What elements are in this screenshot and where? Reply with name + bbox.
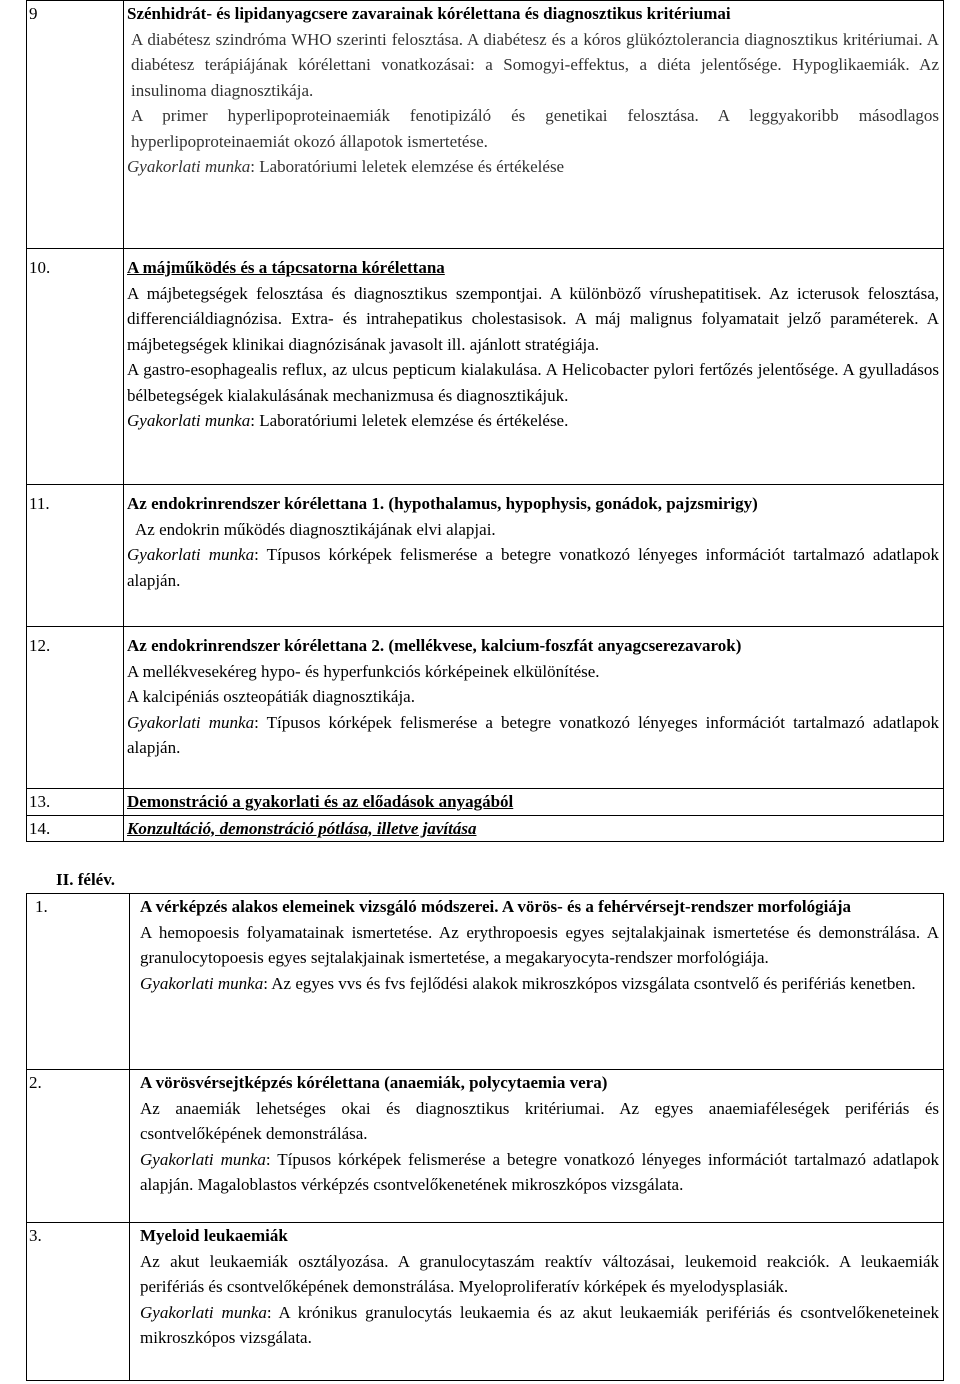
table-row [27,1,944,249]
topic-paragraph: Az endokrin működés diagnosztikájának elvi alapjai. [135,519,496,539]
row-content [124,789,944,816]
row-content [124,815,944,842]
topic-paragraph: A gastro-esophagealis reflux, az ulcus pepticum kialakulása. A Helicobacter pylori fertőzés jelentősége. A gyulladásos bélbetegségek kialakulásának mechanizmusa és diagnosztikájuk. [127,360,939,405]
row-number-text: 11. [29,494,50,513]
table-row [27,894,944,1070]
row-number [27,485,124,627]
table-row [27,789,944,816]
row-number: 2. [27,1070,130,1223]
row-number: 9 [27,1,124,249]
row-number-text: 1. [35,897,48,916]
topic-paragraph: Az akut leukaemiák osztályozása. A granulocytaszám reaktív változásai, leukemoid reakciók. A leukaemiák perifériás és csontvelőképének demonstrálása. Myeloproliferatív kórképek és myelodysplasiák. [140,1251,939,1296]
practice-text: : Laboratóriumi leletek elemzése és értékelése [250,157,565,176]
row-number-text: 12. [29,636,51,655]
semester-heading: II. félév. [56,870,116,889]
row-number: 13. [27,789,124,816]
topic-title: Demonstráció a gyakorlati és az előadások anyagából [127,792,514,811]
row-content [124,1,944,249]
topic-title: Myeloid leukaemiák [140,1226,288,1245]
topic-paragraph: A májbetegségek felosztása és diagnosztikus szempontjai. A különböző vírushepatitisek. Az icterusok felosztása, differenciáldiagnózisa. Extra- és intrahepatikus cholestasisok. A máj malignus folyamatait jelző paraméterek. A májbetegségek klinikai diagnózisának javasolt ill. ajánlott stratégiája. [127,283,939,354]
practice-line [140,971,939,997]
practice-label: Gyakorlati munka [127,411,251,430]
row-number [27,249,124,485]
syllabus-table-semester-2 [26,893,944,1381]
topic-title: Az endokrinrendszer kórélettana 2. (mellékvese, kalcium-foszfát anyagcserezavarok) [127,636,742,655]
topic-title: Az endokrinrendszer kórélettana 1. (hypothalamus, hypophysis, gonádok, pajzsmirigy) [127,494,758,513]
practice-line [140,1147,939,1198]
row-content [124,249,944,485]
table-row [27,815,944,842]
topic-title: Szénhidrát- és lipidanyagcsere zavarainak kórélettana és diagnosztikus kritériumai [127,4,731,23]
practice-line [127,542,939,593]
topic-title: A májműködés és a tápcsatorna kórélettana [127,258,445,277]
topic-paragraph: A primer hyperlipoproteinaemiák fenotipizáló és genetikai felosztása. A leggyakoribb másodlagos hyperlipoproteinaemiát okozó állapotok ismertetése. [131,106,939,151]
practice-text: : Típusos kórképek felismerése a betegre vonatkozó lényeges információt tartalmazó adatlapok alapján. Magaloblastos vérképzés csontvelőkenetének mikroszkópos vizsgálata. [140,1149,940,1194]
topic-title: A vérképzés alakos elemeinek vizsgáló módszerei. A vörös- és a fehérvérsejt-rendszer morfológiája [140,897,852,916]
practice-text: : A krónikus granulocytás leukaemia és az akut leukaemiák perifériás és csontvelőkeneteinek mikroszkópos vizsgálata. [140,1302,939,1347]
practice-label: Gyakorlati munka [140,1149,266,1169]
practice-line [127,154,939,180]
syllabus-table-semester-1 [26,0,944,842]
row-content [130,1223,944,1381]
topic-title: Konzultáció, demonstráció pótlása, illetve javítása [127,818,477,838]
topic-paragraph: Az anaemiák lehetséges okai és diagnosztikus kritériumai. Az egyes anaemiaféleségek perifériás és csontvelőképének demonstrálása. [140,1098,939,1143]
row-content [124,485,944,627]
practice-label: Gyakorlati munka [127,157,251,176]
table-row [27,1070,944,1223]
topic-paragraph: A mellékvesekéreg hypo- és hyperfunkciós kórképeinek elkülönítése. [127,661,600,681]
row-number [27,894,130,1070]
table-row [27,627,944,789]
practice-line [140,1300,939,1351]
practice-label: Gyakorlati munka [140,1302,267,1322]
row-number: 3. [27,1223,130,1381]
practice-line [127,408,939,434]
topic-paragraph: A hemopoesis folyamatainak ismertetése. Az erythropoesis egyes sejtalakjainak ismertetése és demonstrálása. A granulocytopoesis egyes sejtalakjainak ismertetése, a megakaryocyta-rendszer morfológiája. [140,922,939,967]
practice-line [127,710,939,761]
topic-paragraph: A kalcipéniás oszteopátiák diagnosztikája. [127,687,415,706]
table-row [27,1223,944,1381]
practice-text: : Laboratóriumi leletek elemzése és értékelése. [250,411,569,430]
row-content [130,894,944,1070]
row-content [124,627,944,789]
practice-text: : Típusos kórképek felismerése a betegre vonatkozó lényeges információt tartalmazó adatlapok alapján. [127,712,939,757]
topic-paragraph: A diabétesz szindróma WHO szerinti felosztása. A diabétesz és a kóros glükóztolerancia diagnosztikus kritériumai. A diabétesz terápiájának kórélettani vonatkozásai: a Somogyi-effektus, a diéta jelentősége. Hypoglikaemiák. Az insulinoma diagnosztikája. [131,29,939,100]
practice-label: Gyakorlati munka [127,712,255,732]
table-row [27,249,944,485]
row-number [27,627,124,789]
row-content [130,1070,944,1223]
topic-title: A vörösvérsejtképzés kórélettana (anaemiák, polycytaemia vera) [140,1073,608,1092]
practice-text: : Az egyes vvs és fvs fejlődési alakok mikroszkópos vizsgálata csontvelő és perifériás kenetben. [263,973,916,993]
practice-text: : Típusos kórképek felismerése a betegre vonatkozó lényeges információt tartalmazó adatlapok alapján. [127,545,939,590]
row-number-text: 10. [29,258,51,277]
table-row [27,485,944,627]
practice-label: Gyakorlati munka [140,973,264,993]
row-number: 14. [27,815,124,842]
practice-label: Gyakorlati munka [127,545,255,564]
